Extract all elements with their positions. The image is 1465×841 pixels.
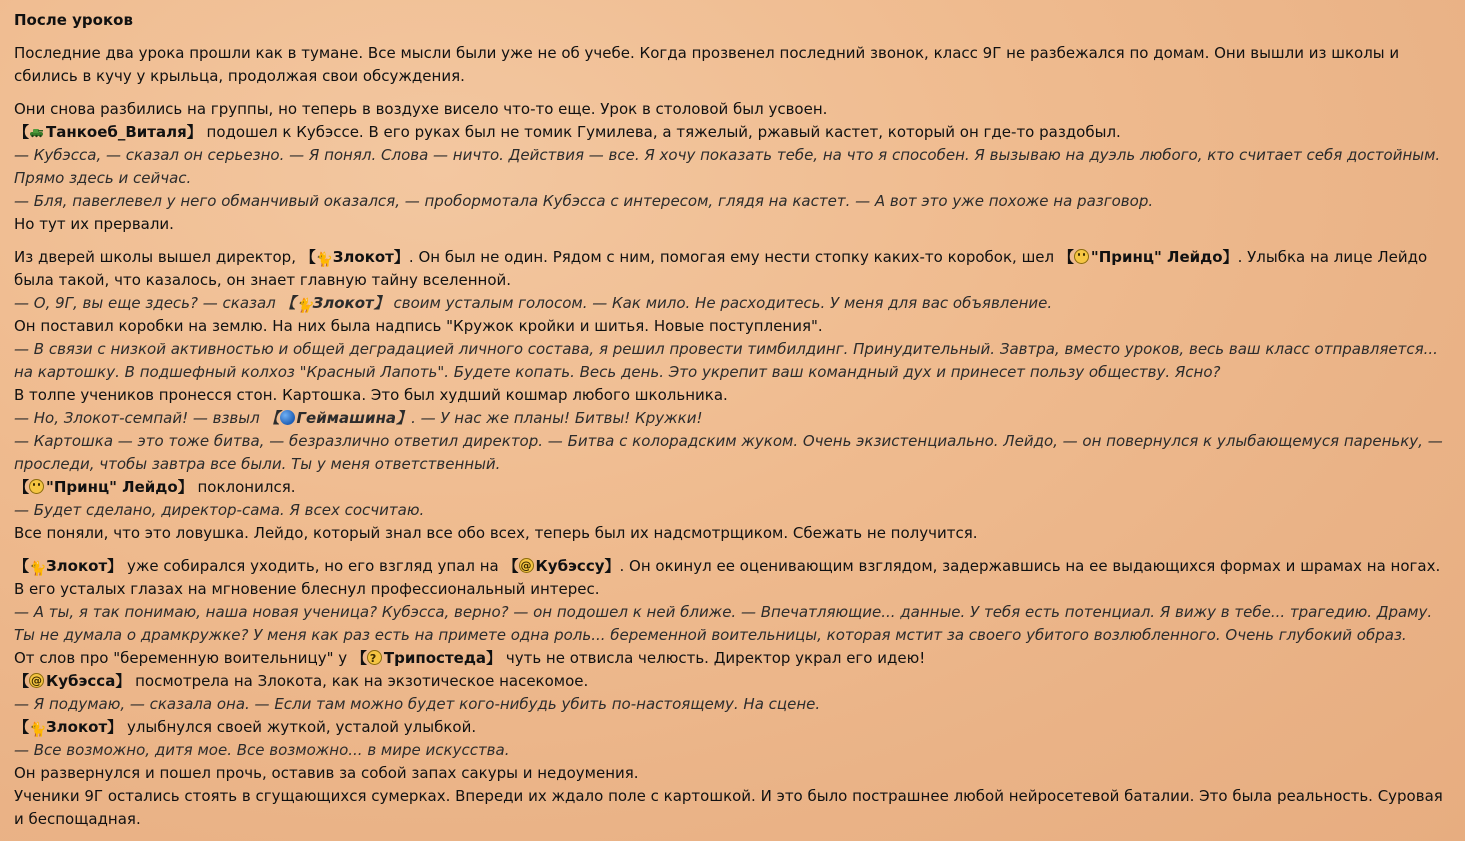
bracket-open: 【 bbox=[14, 718, 30, 736]
bracket-close: 】 bbox=[396, 409, 412, 427]
cat-icon: 🐈 bbox=[29, 561, 47, 577]
text-line bbox=[14, 121, 1451, 144]
cat-icon: 🐈 bbox=[315, 252, 334, 268]
mention-name: Злокот bbox=[46, 557, 108, 575]
bracket-open: 【 bbox=[300, 248, 316, 266]
mention-name: Трипостеда bbox=[383, 649, 487, 667]
dialogue-line: — Кубэсса, — сказал он серьезно. — Я понял. Слова — ничто. Действия — все. Я хочу показать тебе, на что я способен. Я вызываю на дуэль любого, кто считает себя достойным. Прямо здесь и сейчас. bbox=[14, 146, 1441, 187]
user-mention-zlokot[interactable] bbox=[281, 294, 389, 312]
bracket-open: 【 bbox=[14, 478, 30, 496]
text-line: Он развернулся и пошел прочь, оставив за собой запах сакуры и недоумения. bbox=[14, 764, 639, 782]
dialogue-line: — В связи с низкой активностью и общей деградацией личного состава, я решил провести тимбилдинг. Принудительный. Завтра, вместо уроков, весь ваш класс отправляется... на картошку. В подшефный колхоз "Красный Лапоть". Будете копать. Весь день. Это укрепит ваш командный дух и принесет пользу обществу. Ясно? bbox=[14, 340, 1438, 381]
text-span: . Улыбка на лице Лейдо была такой, что казалось, он знает главную тайну вселенной. bbox=[14, 248, 1428, 289]
text-span: . — У нас же планы! Битвы! Кружки! bbox=[411, 409, 703, 427]
paragraph-3 bbox=[14, 246, 1451, 545]
dialogue-line: — А ты, я так понимаю, наша новая ученица? Кубэсса, верно? — он подошел к ней ближе. — Впечатляющие... данные. У тебя есть потенциал. Я вижу в тебе... трагедию. Драму. Ты не думала о драмкружке? У меня как раз есть на примете одна роль... беременной воительницы, которая мстит за своего убитого возлюбленного. Очень глубокий образ. bbox=[14, 603, 1433, 644]
bracket-open: 【 bbox=[14, 672, 30, 690]
cat-icon: 🐈 bbox=[29, 722, 47, 738]
text-span: . Он окинул ее оценивающим взглядом, задержавшись на ее выдающихся формах и шрамах на ногах. В его усталых глазах на мгновение блеснул профессиональный интерес. bbox=[14, 557, 1441, 598]
text-span: поклонился. bbox=[192, 478, 296, 496]
mention-name: Геймашина bbox=[296, 409, 397, 427]
bracket-close: 】 bbox=[107, 718, 123, 736]
mention-name: Злокот bbox=[46, 718, 108, 736]
mention-name: Злокот bbox=[312, 294, 374, 312]
user-mention-zlokot[interactable] bbox=[14, 557, 122, 575]
mention-name: Кубэссу bbox=[535, 557, 605, 575]
dialogue-line: — Картошка — это тоже битва, — безразлично ответил директор. — Битва с колорадским жуком. Очень экзистенциально. Лейдо, — он повернулся к улыбающемуся пареньку, — проследи, чтобы завтра все были. Ты у меня ответственный. bbox=[14, 432, 1443, 473]
paragraph-2 bbox=[14, 98, 1451, 236]
bracket-close: 】 bbox=[604, 557, 620, 575]
user-mention-kubessa[interactable] bbox=[504, 557, 620, 575]
paragraph-1: Последние два урока прошли как в тумане. Все мысли были уже не об учебе. Когда прозвенел последний звонок, класс 9Г не разбежался по домам. Они вышли из школы и сбились в кучу у крыльца, продолжая свои обсуждения. bbox=[14, 44, 1400, 85]
bracket-close: 】 bbox=[177, 478, 193, 496]
user-mention-leido[interactable] bbox=[1059, 248, 1238, 266]
text-line bbox=[14, 476, 1451, 499]
user-mention-zlokot[interactable] bbox=[301, 248, 409, 266]
story-title: После уроков bbox=[14, 11, 133, 29]
text-line: В толпе учеников пронесся стон. Картошка. Это был худший кошмар любого школьника. bbox=[14, 386, 728, 404]
dialogue-line: — Я подумаю, — сказала она. — Если там можно будет кого-нибудь убить по-настоящему. На сцене. bbox=[14, 695, 821, 713]
bracket-close: 】 bbox=[486, 649, 502, 667]
text-line bbox=[14, 555, 1451, 601]
blue-circle-icon bbox=[280, 410, 295, 425]
dizzy-face-icon bbox=[519, 558, 534, 573]
mention-name: Кубэсса bbox=[46, 672, 116, 690]
mention-name: Злокот bbox=[332, 248, 394, 266]
text-span: Из дверей школы вышел директор, bbox=[14, 248, 301, 266]
bracket-close: 】 bbox=[1222, 248, 1238, 266]
dialogue-line: — Все возможно, дитя мое. Все возможно... в мире искусства. bbox=[14, 741, 510, 759]
bracket-open: 【 bbox=[351, 649, 367, 667]
mention-name: Танкоеб_Виталя bbox=[46, 123, 187, 141]
text-line: Он поставил коробки на землю. На них была надпись "Кружок кройки и шитья. Новые поступления". bbox=[14, 317, 823, 335]
user-mention-zlokot[interactable] bbox=[14, 718, 122, 736]
text-line: Ученики 9Г остались стоять в сгущающихся сумерках. Впереди их ждало поле с картошкой. И это было пострашнее любой нейросетевой баталии. Это была реальность. Суровая и беспощадная. bbox=[14, 787, 1443, 828]
text-line bbox=[14, 670, 1451, 693]
bracket-close: 】 bbox=[107, 557, 123, 575]
dialogue-line bbox=[14, 292, 1451, 315]
bracket-open: 【 bbox=[14, 557, 30, 575]
text-span: — О, 9Г, вы еще здесь? — сказал bbox=[14, 294, 281, 312]
text-span: уже собирался уходить, но его взгляд упал на bbox=[122, 557, 504, 575]
bracket-open: 【 bbox=[280, 294, 296, 312]
text-span: подошел к Кубэссе. В его руках был не томик Гумилева, а тяжелый, ржавый кастет, который он где-то раздобыл. bbox=[201, 123, 1121, 141]
text-line: Они снова разбились на группы, но теперь в воздухе висело что-то еще. Урок в столовой был усвоен. bbox=[14, 100, 828, 118]
bracket-open: 【 bbox=[503, 557, 519, 575]
user-mention-tripisteda[interactable] bbox=[352, 649, 501, 667]
text-span: От слов про "беременную воительницу" у bbox=[14, 649, 352, 667]
bracket-close: 】 bbox=[186, 123, 202, 141]
text-span: своим усталым голосом. — Как мило. Не расходитесь. У меня для вас объявление. bbox=[388, 294, 1053, 312]
thinking-face-icon bbox=[367, 650, 382, 665]
text-span: посмотрела на Злокота, как на экзотическое насекомое. bbox=[130, 672, 589, 690]
cat-icon: 🐈 bbox=[295, 298, 313, 314]
text-line: Все поняли, что это ловушка. Лейдо, который знал все обо всех, теперь был их надсмотрщиком. Сбежать не получится. bbox=[14, 524, 978, 542]
bracket-open: 【 bbox=[1058, 248, 1074, 266]
text-line: Но тут их прервали. bbox=[14, 215, 174, 233]
bracket-close: 】 bbox=[393, 248, 409, 266]
bracket-close: 】 bbox=[373, 294, 389, 312]
user-mention-geimashina[interactable] bbox=[264, 409, 411, 427]
dizzy-face-icon bbox=[29, 673, 44, 688]
text-span: . Он был не один. Рядом с ним, помогая ему нести стопку каких-то коробок, шел bbox=[408, 248, 1059, 266]
bracket-open: 【 bbox=[264, 409, 280, 427]
user-mention-kubessa[interactable] bbox=[14, 672, 130, 690]
smiling-face-icon bbox=[1074, 249, 1089, 264]
user-mention-leido[interactable] bbox=[14, 478, 193, 496]
dialogue-line: — Бля, павerлевел у него обманчивый оказался, — пробормотала Кубэсса с интересом, глядя на кастет. — А вот это уже похоже на разговор. bbox=[14, 192, 1154, 210]
mention-name: "Принц" Лейдо bbox=[1090, 248, 1223, 266]
bracket-open: 【 bbox=[14, 123, 30, 141]
text-line bbox=[14, 246, 1451, 292]
text-span: чуть не отвисла челюсть. Директор украл его идею! bbox=[501, 649, 926, 667]
dialogue-line: — Будет сделано, директор-сама. Я всех сосчитаю. bbox=[14, 501, 425, 519]
smiling-face-icon bbox=[29, 479, 44, 494]
text-span: улыбнулся своей жуткой, усталой улыбкой. bbox=[122, 718, 477, 736]
dialogue-line bbox=[14, 407, 1451, 430]
tank-icon bbox=[29, 123, 44, 138]
user-mention-tankoeb[interactable] bbox=[14, 123, 202, 141]
text-line bbox=[14, 716, 1451, 739]
text-line bbox=[14, 647, 1451, 670]
paragraph-4 bbox=[14, 555, 1451, 831]
mention-name: "Принц" Лейдо bbox=[46, 478, 178, 496]
bracket-close: 】 bbox=[115, 672, 131, 690]
text-span: — Но, Злокот-семпай! — взвыл bbox=[14, 409, 265, 427]
